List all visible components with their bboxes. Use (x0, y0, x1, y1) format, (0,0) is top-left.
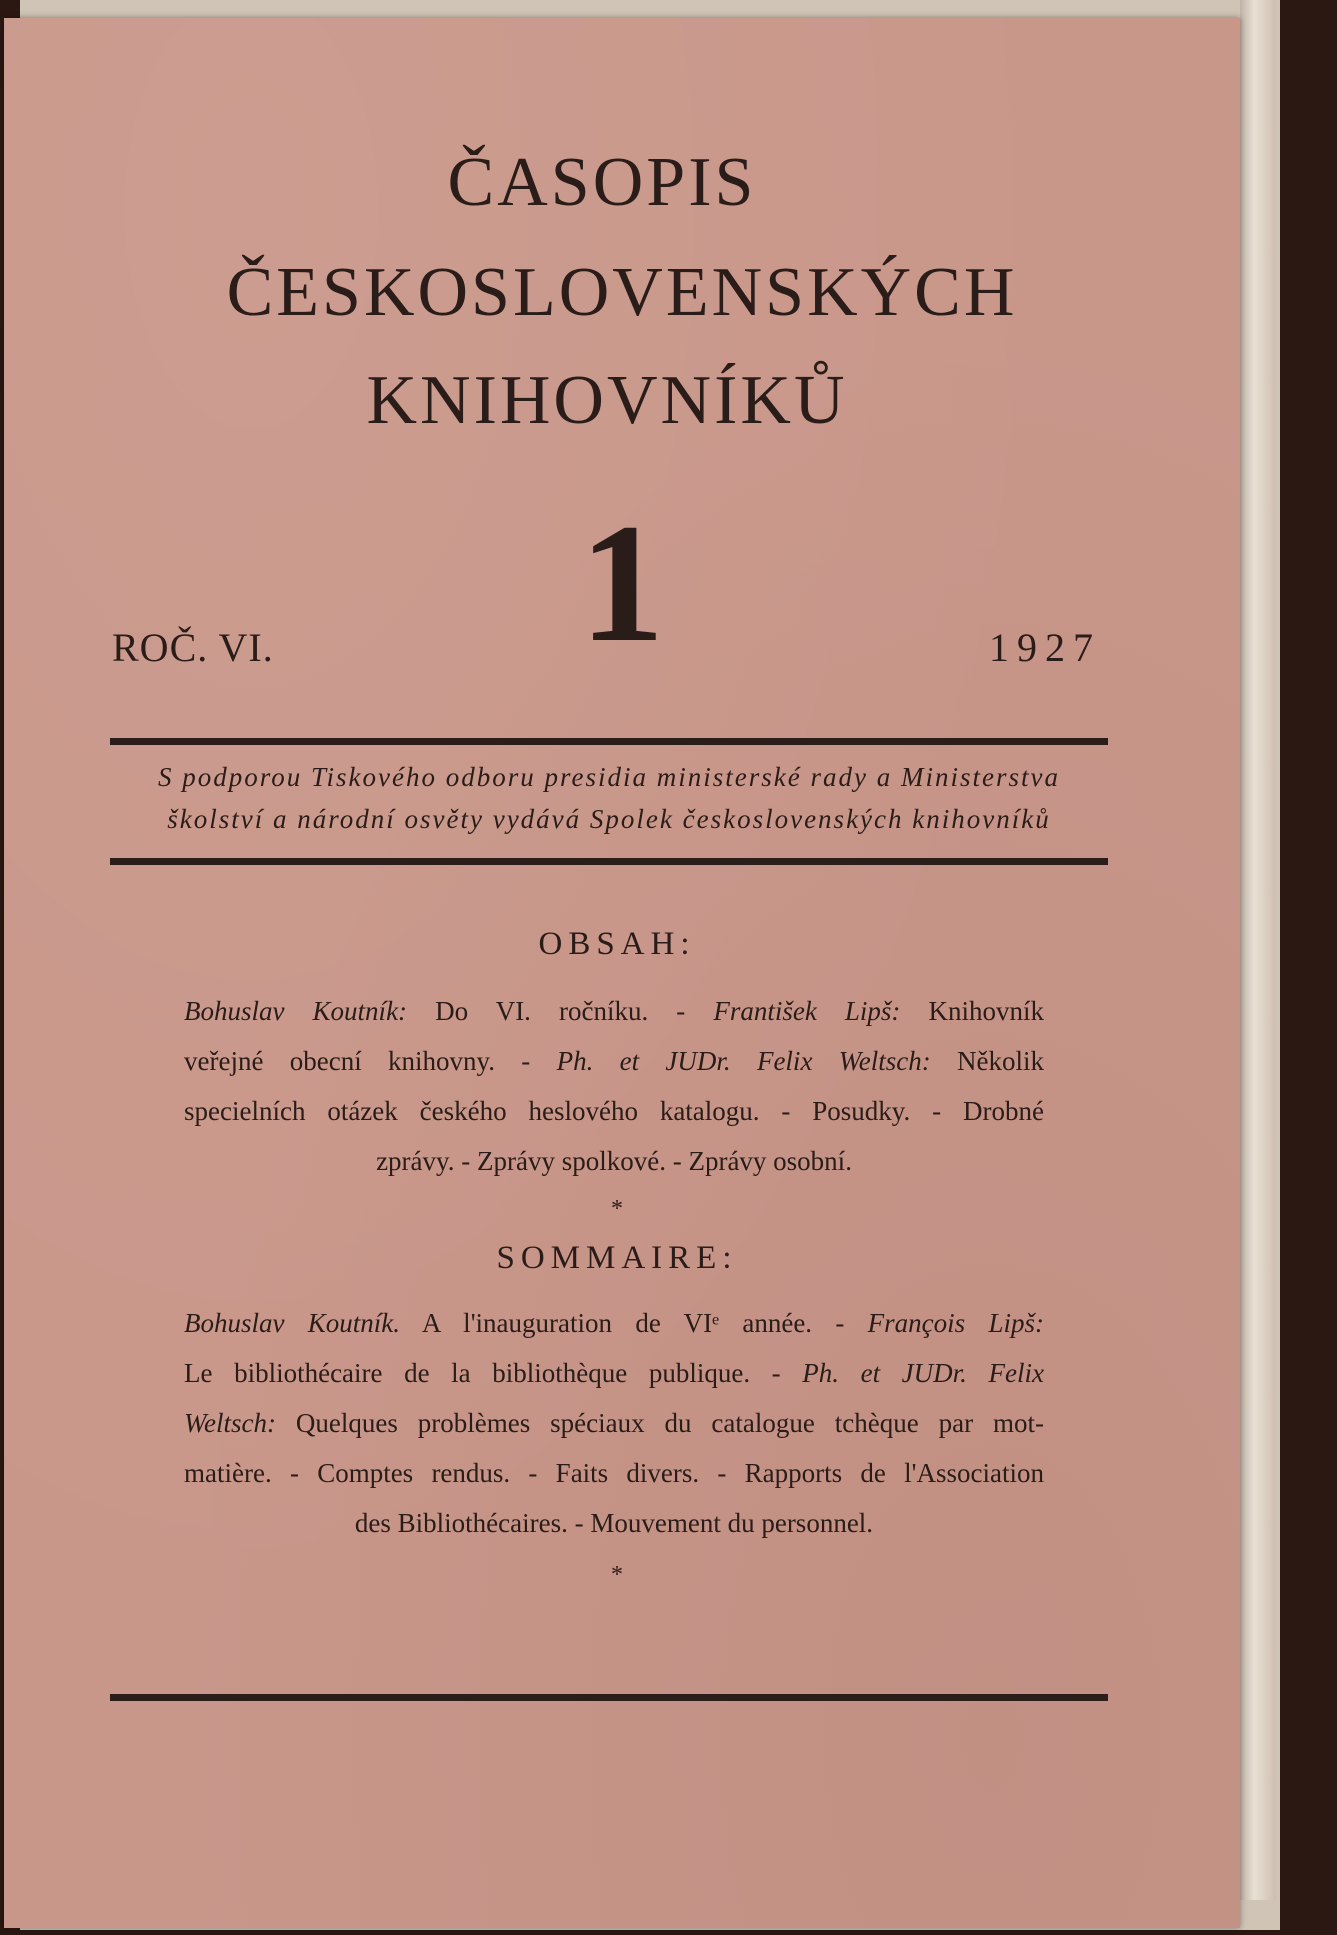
bottom-rule (110, 1694, 1108, 1701)
page-edges (1240, 0, 1276, 1900)
obsah-line-4: zprávy. - Zprávy spolkové. - Zprávy osobní. (376, 1146, 852, 1176)
magazine-cover (4, 18, 1240, 1928)
obsah-heading: OBSAH: (538, 926, 696, 962)
article-title: Quelques problèmes spéciaux du catalogue tchèque par mot- (275, 1408, 1044, 1438)
article-title: Le bibliothécaire de la bibliothèque publique. - (184, 1358, 803, 1388)
sommaire-line-3 (184, 1398, 1044, 1448)
sommaire-line-2 (184, 1348, 1044, 1398)
author: Ph. et JUDr. Felix (802, 1358, 1044, 1388)
obsah-line-2 (184, 1036, 1044, 1086)
publisher-line-1: S podporou Tiskového odboru presidia ministerské rady a Ministerstva (158, 762, 1060, 792)
author: Ph. et JUDr. Felix Weltsch: (556, 1046, 931, 1076)
article-title: A l'inauguration de VIᵉ année. - (400, 1308, 868, 1338)
author: Weltsch: (184, 1408, 276, 1438)
obsah-line-3: specielních otázek českého heslového katalogu. - Posudky. - Drobné (184, 1096, 1044, 1126)
asterisk-separator: * (611, 1196, 623, 1222)
sommaire-line-4: matière. - Comptes rendus. - Faits divers. - Rapports de l'Association (184, 1458, 1044, 1488)
obsah-line-1 (184, 986, 1044, 1036)
article-title: Knihovník (900, 996, 1044, 1026)
asterisk-separator: * (611, 1562, 623, 1588)
sommaire-heading: SOMMAIRE: (496, 1240, 738, 1276)
author: František Lipš: (713, 996, 901, 1026)
publisher-line-2: školství a národní osvěty vydává Spolek československých knihovníků (167, 804, 1051, 834)
sommaire-contents (184, 1298, 1044, 1548)
title-line-3: KNIHOVNÍKŮ (366, 362, 848, 439)
divider-rule (110, 858, 1108, 865)
author: Bohuslav Koutník: (184, 996, 408, 1026)
article-title: Do VI. ročníku. - (407, 996, 714, 1026)
issue-number: 1 (579, 489, 665, 677)
title-line-1: ČASOPIS (447, 144, 757, 221)
obsah-contents (184, 986, 1044, 1186)
year-label: 1927 (989, 625, 1101, 670)
sommaire-line-1 (184, 1298, 1044, 1348)
article-title: Několik (930, 1046, 1044, 1076)
article-title: veřejné obecní knihovny. - (184, 1046, 557, 1076)
title-line-2: ČESKOSLOVENSKÝCH (226, 254, 1018, 331)
divider-rule (110, 738, 1108, 745)
author: François Lipš: (867, 1308, 1044, 1338)
author: Bohuslav Koutník. (184, 1308, 401, 1338)
volume-label: ROČ. VI. (112, 625, 274, 670)
sommaire-line-5: des Bibliothécaires. - Mouvement du personnel. (354, 1508, 874, 1538)
